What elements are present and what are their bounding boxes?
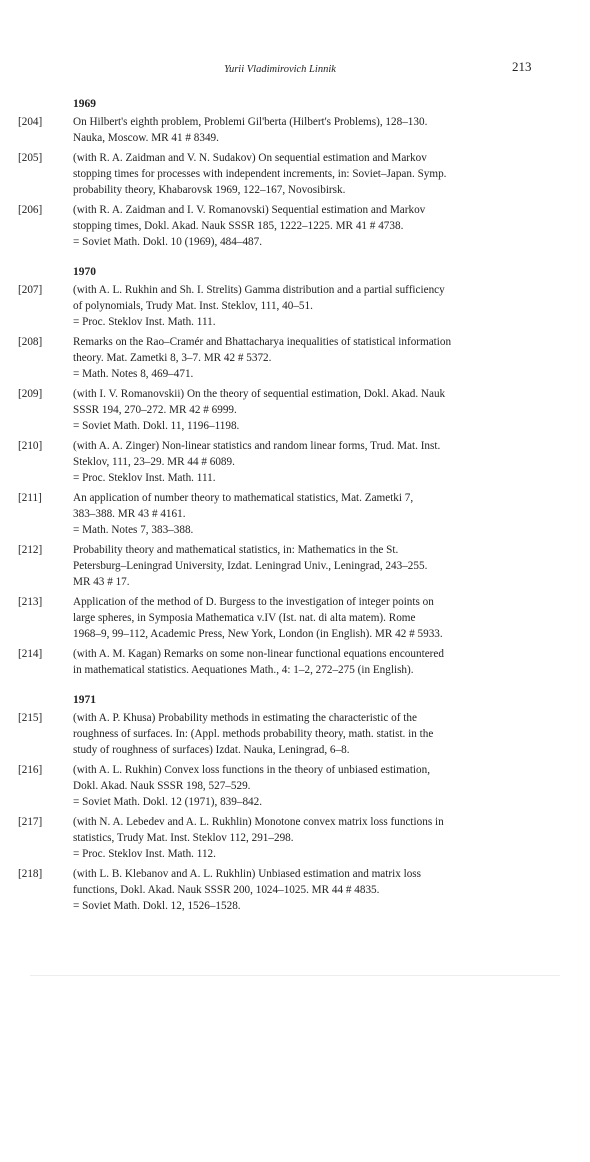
entry-line: (with N. A. Lebedev and A. L. Rukhlin) Monotone convex matrix loss functions in (73, 816, 444, 828)
entry-line: (with L. B. Klebanov and A. L. Rukhlin) Unbiased estimation and matrix loss (73, 868, 422, 880)
entry-number: [217] (18, 816, 43, 828)
entry-line: (with R. A. Zaidman and V. N. Sudakov) On sequential estimation and Markov (73, 152, 427, 164)
entry-line: = Proc. Steklov Inst. Math. 111. (73, 472, 216, 484)
bibliography-entry (18, 542, 553, 590)
entry-number: [214] (18, 648, 43, 660)
entry-number: [216] (18, 764, 43, 776)
entry-line: Dokl. Akad. Nauk SSSR 198, 527–529. (73, 780, 251, 792)
entry-text (73, 386, 553, 434)
bibliography-entry (18, 114, 553, 146)
entry-line: MR 43 # 17. (73, 576, 130, 588)
entry-line: On Hilbert's eighth problem, Problemi Gil'berta (Hilbert's Problems), 128–130. (73, 116, 428, 128)
entry-line: = Soviet Math. Dokl. 12 (1971), 839–842. (73, 796, 263, 808)
entry-text (73, 438, 553, 486)
entry-line: of polynomials, Trudy Mat. Inst. Steklov, 111, 40–51. (73, 300, 313, 312)
entry-line: (with R. A. Zaidman and I. V. Romanovski) Sequential estimation and Markov (73, 204, 426, 216)
entry-line: 1968–9, 99–112, Academic Press, New York, London (in English). MR 42 # 5933. (73, 628, 443, 640)
entry-line: (with A. L. Rukhin and Sh. I. Strelits) Gamma distribution and a partial sufficiency (73, 284, 445, 296)
entry-line: stopping times, Dokl. Akad. Nauk SSSR 185, 1222–1225. MR 41 # 4738. (73, 220, 404, 232)
bibliography-entry (18, 646, 553, 678)
entry-line: stopping times for processes with independent increments, in: Soviet–Japan. Symp. (73, 168, 447, 180)
entry-number: [204] (18, 116, 43, 128)
entry-text (73, 282, 553, 330)
entry-line: = Proc. Steklov Inst. Math. 112. (73, 848, 216, 860)
entry-line: theory. Mat. Zametki 8, 3–7. MR 42 # 5372. (73, 352, 272, 364)
entry-line: 383–388. MR 43 # 4161. (73, 508, 186, 520)
entry-line: Nauka, Moscow. MR 41 # 8349. (73, 132, 219, 144)
entry-line: Petersburg–Leningrad University, Izdat. Leningrad Univ., Leningrad, 243–255. (73, 560, 428, 572)
bibliography-entry (18, 490, 553, 538)
entry-number: [207] (18, 284, 43, 296)
year-heading: 1970 (73, 266, 96, 278)
entry-line: (with I. V. Romanovskii) On the theory of sequential estimation, Dokl. Akad. Nauk (73, 388, 446, 400)
entry-text (73, 866, 553, 914)
entry-line: (with A. L. Rukhin) Convex loss functions in the theory of unbiased estimation, (73, 764, 431, 776)
running-header-title: Yurii Vladimirovich Linnik (224, 64, 336, 75)
entry-line: in mathematical statistics. Aequationes Math., 4: 1–2, 272–275 (in English). (73, 664, 414, 676)
entry-line: = Math. Notes 8, 469–471. (73, 368, 194, 380)
entry-number: [206] (18, 204, 43, 216)
bibliography-entry (18, 282, 553, 330)
entry-line: = Math. Notes 7, 383–388. (73, 524, 194, 536)
entry-line: (with A. P. Khusa) Probability methods in estimating the characteristic of the (73, 712, 417, 724)
entry-text (73, 114, 553, 146)
entry-number: [212] (18, 544, 43, 556)
entry-line: = Soviet Math. Dokl. 12, 1526–1528. (73, 900, 241, 912)
entry-line: probability theory, Khabarovsk 1969, 122–167, Novosibirsk. (73, 184, 346, 196)
year-heading: 1969 (73, 98, 96, 110)
entry-number: [215] (18, 712, 43, 724)
bibliography-entry (18, 202, 553, 250)
bibliography-list (18, 98, 553, 918)
entry-number: [218] (18, 868, 43, 880)
entry-line: study of roughness of surfaces) Izdat. Nauka, Leningrad, 6–8. (73, 744, 350, 756)
entry-number: [205] (18, 152, 43, 164)
entry-text (73, 202, 553, 250)
bibliography-entry (18, 710, 553, 758)
entry-line: functions, Dokl. Akad. Nauk SSSR 200, 1024–1025. MR 44 # 4835. (73, 884, 380, 896)
entry-text (73, 814, 553, 862)
entry-text (73, 594, 553, 642)
entry-text (73, 542, 553, 590)
bibliography-entry (18, 386, 553, 434)
bibliography-entry (18, 814, 553, 862)
entry-line: = Soviet Math. Dokl. 11, 1196–1198. (73, 420, 240, 432)
entry-line: large spheres, in Symposia Mathematica v.IV (Ist. nat. di alta matem). Rome (73, 612, 416, 624)
entry-line: Application of the method of D. Burgess to the investigation of integer points on (73, 596, 434, 608)
entry-number: [208] (18, 336, 43, 348)
page-number: 213 (512, 59, 532, 74)
entry-line: Remarks on the Rao–Cramér and Bhattacharya inequalities of statistical information (73, 336, 452, 348)
entry-text (73, 334, 553, 382)
entry-line: Probability theory and mathematical statistics, in: Mathematics in the St. (73, 544, 399, 556)
bibliography-entry (18, 594, 553, 642)
entry-line: = Soviet Math. Dokl. 10 (1969), 484–487. (73, 236, 263, 248)
entry-number: [213] (18, 596, 43, 608)
entry-text (73, 646, 553, 678)
page-rule (30, 975, 560, 976)
entry-text (73, 150, 553, 198)
entry-line: = Proc. Steklov Inst. Math. 111. (73, 316, 216, 328)
bibliography-entry (18, 438, 553, 486)
entry-text (73, 762, 553, 810)
entry-number: [209] (18, 388, 43, 400)
entry-number: [211] (18, 492, 42, 504)
bibliography-entry (18, 762, 553, 810)
entry-line: An application of number theory to mathematical statistics, Mat. Zametki 7, (73, 492, 414, 504)
entry-line: statistics, Trudy Mat. Inst. Steklov 112, 291–298. (73, 832, 294, 844)
bibliography-entry (18, 334, 553, 382)
year-heading: 1971 (73, 694, 96, 706)
entry-line: (with A. A. Zinger) Non-linear statistics and random linear forms, Trud. Mat. Inst. (73, 440, 441, 452)
entry-text (73, 710, 553, 758)
entry-line: (with A. M. Kagan) Remarks on some non-linear functional equations encountered (73, 648, 444, 660)
entry-text (73, 490, 553, 538)
bibliography-entry (18, 866, 553, 914)
entry-line: SSSR 194, 270–272. MR 42 # 6999. (73, 404, 237, 416)
bibliography-entry (18, 150, 553, 198)
entry-number: [210] (18, 440, 43, 452)
entry-line: roughness of surfaces. In: (Appl. methods probability theory, math. statist. in the (73, 728, 434, 740)
entry-line: Steklov, 111, 23–29. MR 44 # 6089. (73, 456, 235, 468)
